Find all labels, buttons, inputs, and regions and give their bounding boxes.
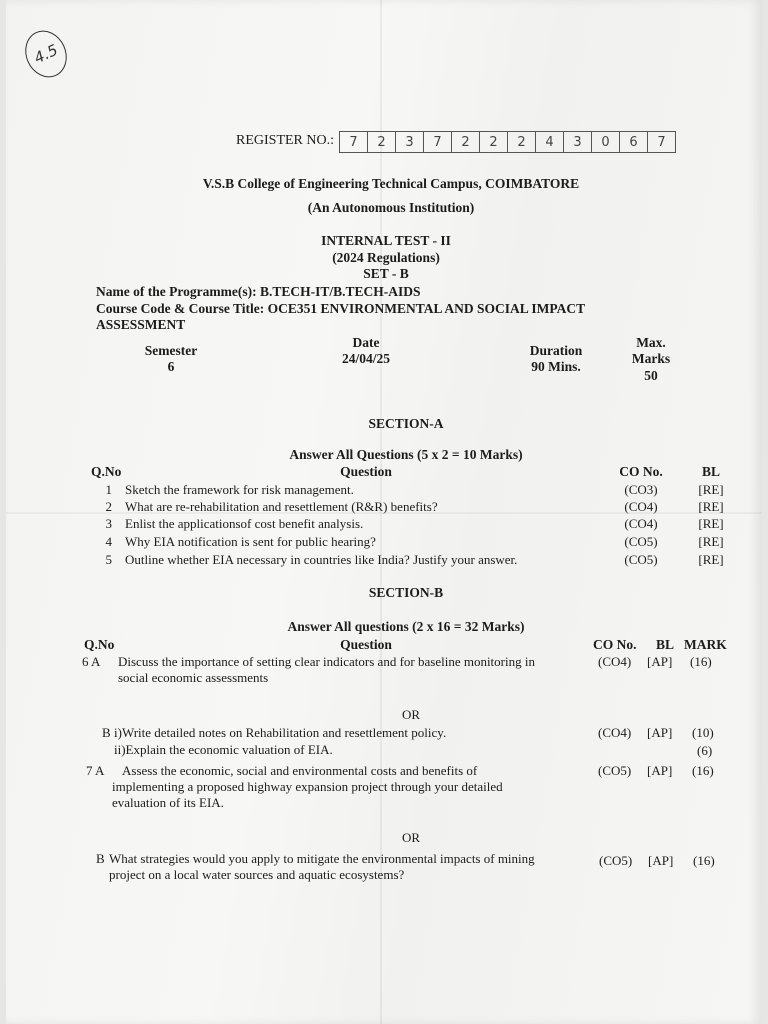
question-number: 2 <box>105 499 112 514</box>
question-number: 5 <box>105 552 112 567</box>
register-digit: 0 <box>591 131 619 153</box>
register-digit: 2 <box>479 131 507 153</box>
date-label: Date <box>352 335 380 350</box>
section-b-instruction: Answer All questions (2 x 16 = 32 Marks) <box>287 619 525 634</box>
q7b-mark: (16) <box>693 853 715 868</box>
set-label: SET - B <box>363 266 409 281</box>
q7a-text-line1: Assess the economic, social and environmental costs and benefits of <box>122 763 478 778</box>
question-bl: [RE] <box>698 499 724 514</box>
q6a-mark: (16) <box>690 654 712 669</box>
question-text: Sketch the framework for risk management. <box>125 482 354 497</box>
or-divider: OR <box>401 830 421 845</box>
q6a-text-line2: social economic assessments <box>118 670 269 685</box>
q6b-co: (CO4) <box>598 725 632 740</box>
course-title-line1: Course Code & Course Title: OCE351 ENVIRONMENTAL AND SOCIAL IMPACT <box>96 301 586 316</box>
or-divider: OR <box>401 707 421 722</box>
q7b-co: (CO5) <box>599 853 633 868</box>
section-a-instruction: Answer All Questions (5 x 2 = 10 Marks) <box>289 447 523 462</box>
q6b-mark-1: (10) <box>692 725 714 740</box>
q6b-text-line1: i)Write detailed notes on Rehabilitation and resettlement policy. <box>114 725 447 740</box>
q6b-label: B <box>102 725 111 740</box>
section-b-question-header: Question <box>340 637 392 652</box>
question-bl: [RE] <box>698 482 724 497</box>
question-bl: [RE] <box>698 552 724 567</box>
q6b-text-line2: ii)Explain the economic valuation of EIA. <box>114 742 333 757</box>
register-number-boxes <box>339 131 676 153</box>
section-a-question-header: Question <box>340 464 392 479</box>
question-bl: [RE] <box>698 534 724 549</box>
q7a-bl: [AP] <box>647 763 673 778</box>
question-text: Why EIA notification is sent for public hearing? <box>125 534 376 549</box>
q7b-label: B <box>96 851 105 866</box>
register-digit: 2 <box>507 131 535 153</box>
question-number: 3 <box>105 516 112 531</box>
question-co: (CO5) <box>624 552 658 567</box>
programme-name: Name of the Programme(s): B.TECH-IT/B.TECH-AIDS <box>96 284 421 299</box>
q6a-text-line1: Discuss the importance of setting clear indicators and for baseline monitoring in <box>118 654 535 669</box>
q7a-label: 7 A <box>86 763 105 778</box>
question-co: (CO3) <box>624 482 658 497</box>
semester-label: Semester <box>144 343 198 358</box>
question-co: (CO4) <box>624 516 658 531</box>
college-name: V.S.B College of Engineering Technical Campus, COIMBATORE <box>202 176 580 191</box>
register-digit: 7 <box>423 131 451 153</box>
handwritten-mark-circle: 4.5 <box>18 24 75 84</box>
register-digit: 4 <box>535 131 563 153</box>
question-co: (CO5) <box>624 534 658 549</box>
question-number: 4 <box>105 534 112 549</box>
q6a-label: 6 A <box>82 654 101 669</box>
course-title-line2: ASSESSMENT <box>96 317 186 332</box>
exam-paper <box>6 0 762 1024</box>
section-a-title: SECTION-A <box>368 416 444 431</box>
semester-value: 6 <box>167 359 175 374</box>
q7a-co: (CO5) <box>598 763 632 778</box>
question-text: Enlist the applicationsof cost benefit analysis. <box>125 516 364 531</box>
autonomous-label: (An Autonomous Institution) <box>307 200 475 215</box>
question-number: 1 <box>105 482 112 497</box>
section-b-co-header: CO No. <box>593 637 637 652</box>
section-b-title: SECTION-B <box>368 585 444 600</box>
test-title: INTERNAL TEST - II <box>321 233 451 248</box>
register-digit: 6 <box>619 131 647 153</box>
question-text: What are re-rehabilitation and resettlement (R&R) benefits? <box>125 499 438 514</box>
q6a-bl: [AP] <box>647 654 673 669</box>
q6a-co: (CO4) <box>598 654 632 669</box>
q7a-mark: (16) <box>692 763 714 778</box>
marks-label: Marks <box>631 351 671 366</box>
duration-value: 90 Mins. <box>531 359 581 374</box>
section-b-qno-header: Q.No <box>84 637 115 652</box>
register-digit: 2 <box>451 131 479 153</box>
duration-label: Duration <box>529 343 583 358</box>
q6b-mark-2: (6) <box>697 743 713 758</box>
q7b-text-line2: project on a local water sources and aquatic ecosystems? <box>109 867 405 882</box>
q7a-text-line2: implementing a proposed highway expansion project through your detailed <box>112 779 503 794</box>
q7b-bl: [AP] <box>648 853 674 868</box>
register-label: REGISTER NO.: <box>236 133 334 148</box>
register-digit: 3 <box>563 131 591 153</box>
register-digit: 2 <box>367 131 395 153</box>
section-a-qno-header: Q.No <box>91 464 122 479</box>
regulation-label: (2024 Regulations) <box>332 250 440 265</box>
section-a-bl-header: BL <box>701 464 720 479</box>
marks-value: 50 <box>644 368 658 383</box>
question-text: Outline whether EIA necessary in countries like India? Justify your answer. <box>125 552 518 567</box>
section-b-bl-header: BL <box>656 637 675 652</box>
max-label: Max. <box>636 335 666 350</box>
register-digit: 7 <box>647 131 676 153</box>
question-bl: [RE] <box>698 516 724 531</box>
section-a-co-header: CO No. <box>619 464 663 479</box>
register-digit: 7 <box>339 131 367 153</box>
q7b-text-line1: What strategies would you apply to mitigate the environmental impacts of mining <box>109 851 535 866</box>
q7a-text-line3: evaluation of its EIA. <box>112 795 224 810</box>
section-b-mark-header: MARK <box>684 637 727 652</box>
q6b-bl: [AP] <box>647 725 673 740</box>
question-co: (CO4) <box>624 499 658 514</box>
register-digit: 3 <box>395 131 423 153</box>
date-value: 24/04/25 <box>341 351 390 366</box>
